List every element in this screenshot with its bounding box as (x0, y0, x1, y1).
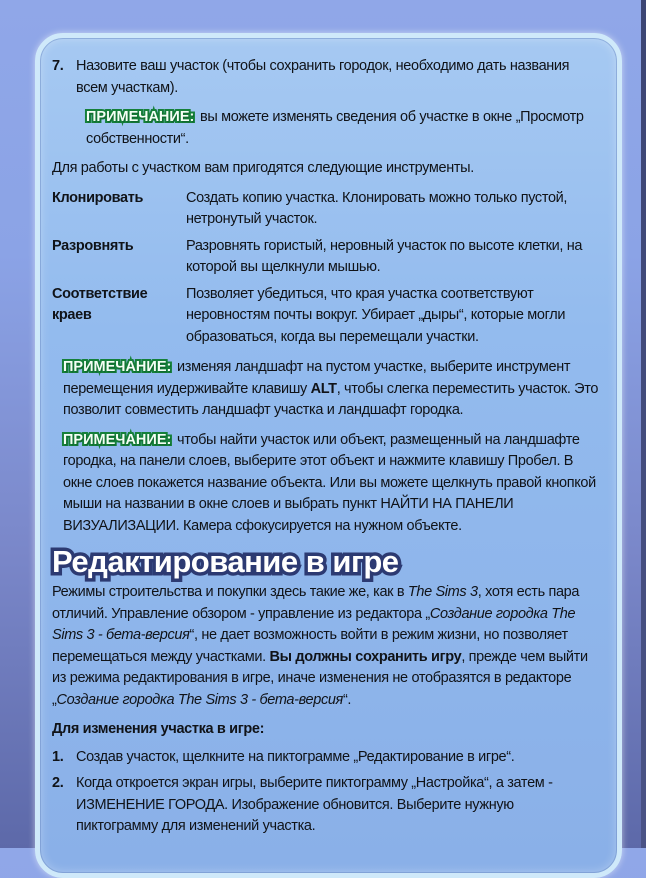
page-content (52, 56, 599, 843)
step-number: 2. (52, 775, 64, 791)
note-text: изменяя ландшафт на пустом участке, выберите инструмент перемещения иудерживайте клавишу ALT, чтобы слегка переместить участок. Это позволит совместить ландшафт участка и ландшафт городка. (63, 359, 599, 418)
step-text: Создав участок, щелкните на пиктограмме „Редактирование в игре“. (76, 748, 515, 765)
page-right-edge (641, 0, 646, 848)
note-property-view (86, 107, 599, 150)
tools-intro: Для работы с участком вам пригодятся следующие инструменты. (52, 160, 474, 176)
tool-description: Позволяет убедиться, что края участка соответствуют неровностям почты вокруг. Убирает „дыры“, которые могли образоваться, когда вы перемещали участки. (186, 285, 566, 345)
tools-table (52, 188, 599, 349)
tool-term: Клонировать (52, 189, 144, 206)
tool-term: Разровнять (52, 237, 134, 254)
note-label: ПРИМЕЧАНИЕ: (63, 359, 172, 375)
section-intro-paragraph: Режимы строительства и покупки здесь такие же, как в The Sims 3, хотя есть пара отличий. Управление обзором - управление из редактора „Создание городка The Sims 3 - бета-версия“, не дает возможность войти в режим жизни, но позволяет перемещаться между участками. Вы должны сохранить игру, прежде чем выйти из режима редактирования в игре, иначе изменения не отобразятся в редакторе „Создание городка The Sims 3 - бета-версия“. (52, 584, 588, 708)
content-panel (35, 33, 622, 878)
note-text: чтобы найти участок или объект, размещенный на ландшафте городка, на панели слоев, выберите этот объект и нажмите клавишу Пробел. В окне слоев покажется название объекта. Или вы можете щелкнуть правой кнопкой мыши на названии в окне слоев и выбрать пункт НАЙТИ НА ПАНЕЛИ ВИЗУАЛИЗАЦИИ. Камера сфокусируется на нужном объекте. (63, 431, 596, 534)
numbered-item-7 (52, 56, 599, 99)
step-1 (52, 747, 599, 769)
tool-description: Создать копию участка. Клонировать можно только пустой, нетронутый участок. (186, 189, 568, 227)
step-number: 1. (52, 748, 64, 765)
note-text: вы можете изменять сведения об участке в окне „Просмотр собственности“. (86, 109, 584, 147)
item-number: 7. (52, 58, 64, 74)
note-label: ПРИМЕЧАНИЕ: (86, 109, 195, 125)
note-label: ПРИМЕЧАНИЕ: (63, 431, 172, 448)
item-text: Назовите ваш участок (чтобы сохранить городок, необходимо дать названия всем участкам). (76, 58, 570, 96)
section-title: Редактирование в игре (52, 544, 399, 579)
step-text: Когда откроется экран игры, выберите пиктограмму „Настройка“, а затем - ИЗМЕНЕНИЕ ГОРОДА. Изображение обновится. Выберите нужную пиктограмму для изменений участка. (76, 775, 553, 834)
steps-heading: Для изменения участка в игре: (52, 721, 265, 737)
note-find-object (63, 430, 599, 538)
step-2 (52, 773, 599, 838)
note-alt-key (63, 357, 599, 422)
tool-term: Соответствие краев (52, 285, 148, 323)
tool-description: Разровнять гористый, неровный участок по высоте клетки, на которой вы щелкнули мышью. (186, 237, 583, 275)
